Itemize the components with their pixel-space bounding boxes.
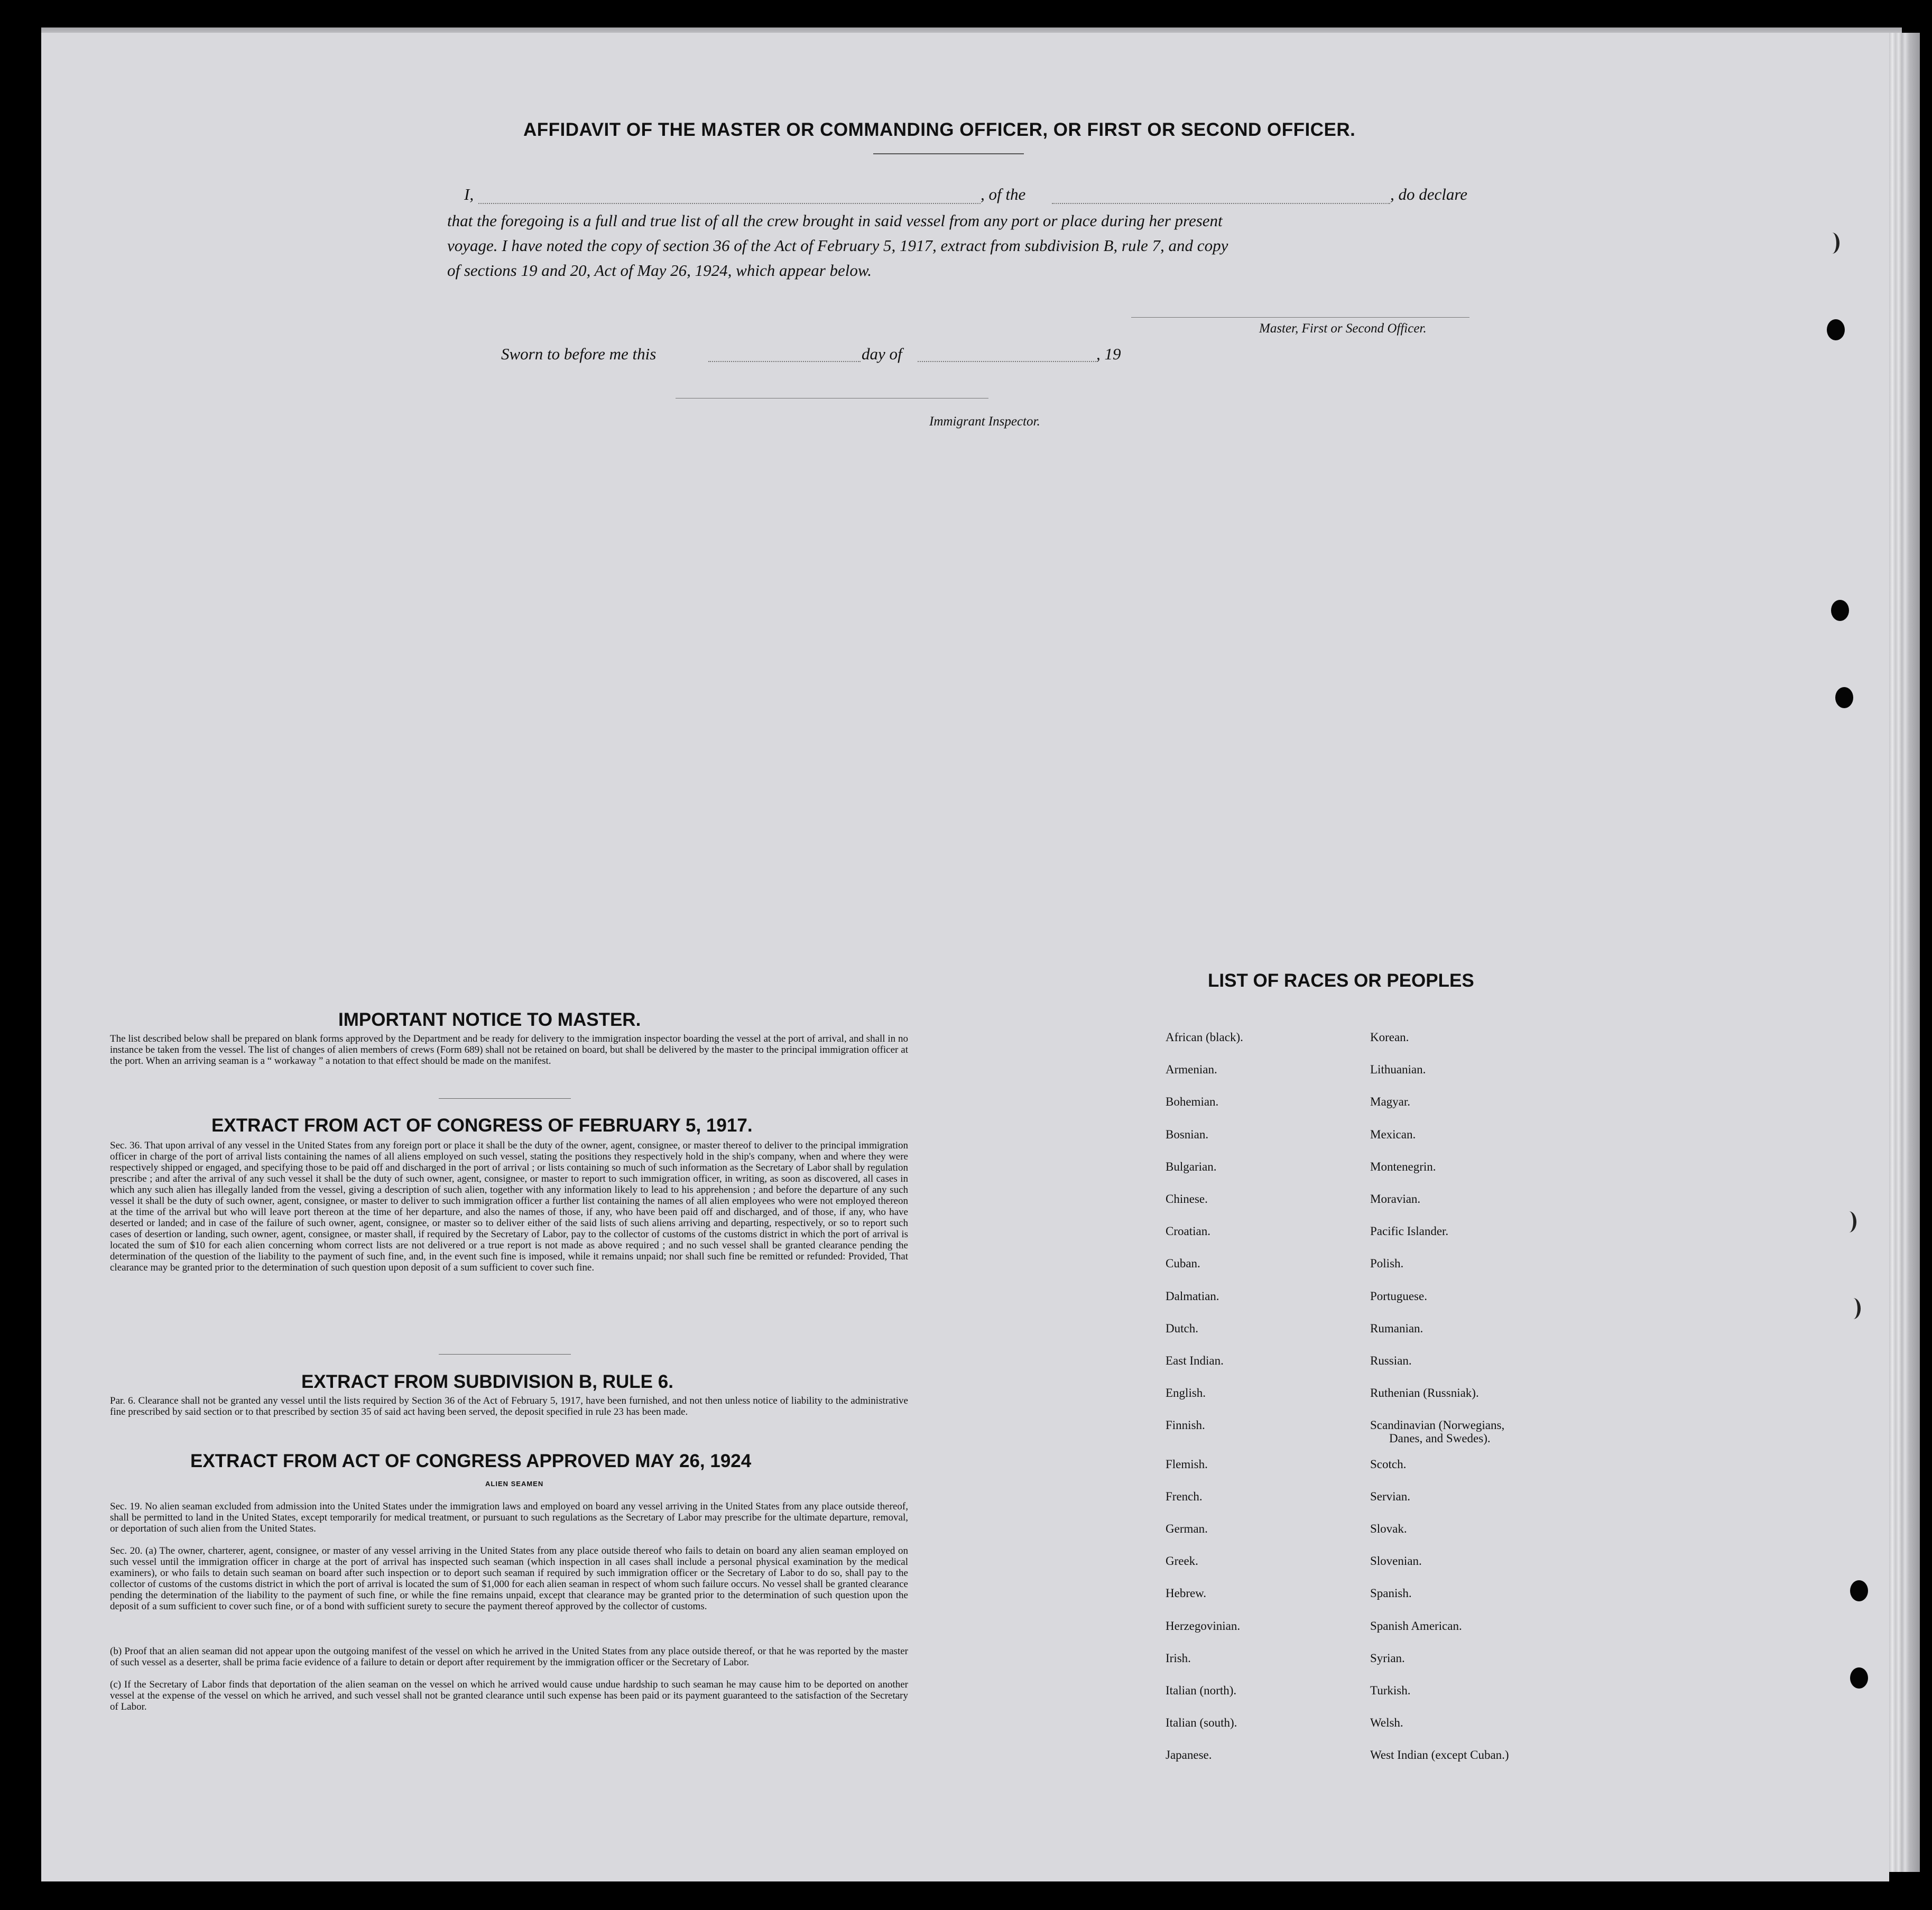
page-stack-edge (1889, 33, 1920, 1872)
right-race-item: Korean. (1370, 1031, 1409, 1044)
affidavit-line-2: voyage. I have noted the copy of section 36 of the Act of February 5, 1917, extract from subdivision B, rule 7, and copy (447, 236, 1228, 255)
right-race-item: Servian. (1370, 1489, 1411, 1503)
right-race-item: Magyar. (1370, 1095, 1411, 1109)
rule6-title: EXTRACT FROM SUBDIVISION B, RULE 6. (301, 1371, 673, 1392)
punch-hole (1835, 687, 1853, 708)
sec19-text: Sec. 19. No alien seaman excluded from admission into the United States under the immigration laws and employed on board any vessel arriving in the United States from any place outside thereof, shall be permitted to land in the United States, except temporarily for medical treatment, or pursuant to such regulations as the Secretary of Labor may prescribe for the ultimate departure, removal, or deportation of such alien from the United States. (110, 1501, 908, 1534)
left-race-item: Japanese. (1166, 1748, 1212, 1762)
punch-hole (1842, 1211, 1856, 1232)
affidavit-i-label: I, (464, 185, 474, 203)
left-race-item: Bohemian. (1166, 1095, 1219, 1109)
vessel-blank[interactable] (1052, 203, 1390, 204)
punch-hole (1825, 233, 1839, 254)
right-race-item: Scandinavian (Norwegians, Danes, and Swedes). (1370, 1418, 1505, 1445)
month-blank[interactable] (918, 361, 1096, 362)
right-race-item: West Indian (except Cuban.) (1370, 1748, 1509, 1762)
left-race-item: East Indian. (1166, 1354, 1224, 1367)
right-race-item: Moravian. (1370, 1192, 1421, 1206)
right-race-item: Montenegrin. (1370, 1160, 1436, 1173)
right-race-item: Welsh. (1370, 1716, 1403, 1730)
right-race-item: Russian. (1370, 1354, 1412, 1367)
right-race-item: Lithuanian. (1370, 1063, 1426, 1077)
left-race-item: Cuban. (1166, 1257, 1200, 1271)
left-race-item: Italian (south). (1166, 1716, 1237, 1730)
left-race-item: African (black). (1166, 1031, 1243, 1044)
divider (439, 1354, 571, 1355)
punch-hole (1846, 1298, 1861, 1319)
right-race-item: Pacific Islander. (1370, 1225, 1449, 1238)
right-race-item: Mexican. (1370, 1127, 1416, 1141)
notice-title: IMPORTANT NOTICE TO MASTER. (338, 1009, 641, 1030)
inspector-caption: Immigrant Inspector. (929, 414, 1040, 429)
sec20c-text: (c) If the Secretary of Labor finds that deportation of the alien seaman on the vessel on which he arrived would cause undue hardship to such seaman he may cause him to be deported on another vessel at the expense of the vessel on which he arrived, and such vessel shall not be granted clearance until such expense has been paid or its payment guaranteed to the satisfaction of the Secretary of Labor. (110, 1679, 908, 1712)
rule6-text: Par. 6. Clearance shall not be granted any vessel until the lists required by Section 36 of the Act of February 5, 1917, have been furnished, and not then unless notice of liability to the administrative fine prescribed by said section or to that prescribed by section 35 of said act having been served, the deposit specified in rule 23 has been made. (110, 1395, 908, 1417)
right-race-item: Portuguese. (1370, 1289, 1427, 1303)
affidavit-line-3: of sections 19 and 20, Act of May 26, 1924, which appear below. (447, 261, 872, 280)
master-signature-line (1131, 317, 1469, 318)
left-race-item: French. (1166, 1489, 1203, 1503)
right-race-item: Rumanian. (1370, 1321, 1423, 1335)
punch-hole (1850, 1580, 1868, 1601)
master-caption: Master, First or Second Officer. (1259, 321, 1427, 336)
extract-1917-title: EXTRACT FROM ACT OF CONGRESS OF FEBRUARY 5, 1917. (211, 1115, 753, 1136)
left-race-item: Flemish. (1166, 1457, 1208, 1471)
day-blank[interactable] (708, 361, 861, 362)
year-label: , 19 (1096, 345, 1121, 363)
left-race-item: Irish. (1166, 1651, 1191, 1665)
left-race-item: English. (1166, 1386, 1206, 1400)
punch-hole (1850, 1667, 1868, 1689)
affidavit-line-1: that the foregoing is a full and true list of all the crew brought in said vessel from any port or place during her present (447, 211, 1223, 230)
left-race-item: Croatian. (1166, 1225, 1210, 1238)
left-race-item: Bosnian. (1166, 1127, 1209, 1141)
day-of-label: day of (862, 345, 902, 363)
left-race-item: German. (1166, 1522, 1208, 1535)
left-race-item: Chinese. (1166, 1192, 1208, 1206)
right-race-item: Polish. (1370, 1257, 1404, 1271)
left-race-item: Bulgarian. (1166, 1160, 1217, 1173)
left-race-item: Finnish. (1166, 1418, 1205, 1432)
left-race-item: Dalmatian. (1166, 1289, 1219, 1303)
left-race-item: Italian (north). (1166, 1684, 1237, 1697)
right-race-item: Syrian. (1370, 1651, 1405, 1665)
punch-hole (1831, 600, 1849, 621)
right-race-item: Turkish. (1370, 1684, 1411, 1697)
right-race-item: Spanish. (1370, 1587, 1412, 1600)
affidavit-do-declare: , do declare (1390, 185, 1468, 203)
left-race-item: Armenian. (1166, 1063, 1217, 1077)
name-blank[interactable] (478, 203, 981, 204)
sec20a-text: Sec. 20. (a) The owner, charterer, agent, consignee, or master of any vessel arriving in the United States from any place outside thereof who fails to detain on board any alien seaman employed on such vessel until the immigration officer in charge at the port of arrival has inspected such seaman (which inspection in all cases shall include a personal physical examination by the medical examiners), or who fails to detain such seaman on board after such inspection or to deport such seaman if required by such immigration officer or the Secretary of Labor to do so, shall pay to the collector of customs of the customs district in which the port of arrival is located the sum of $1,000 for each alien seaman in respect of whom such failure occurs. No vessel shall be granted clearance pending the determination of the liability to the payment of such fine, or while the fine remains unpaid, except that clearance may be granted prior to the determination of such question upon the deposit of a sum sufficient to cover such fine, or of a bond with sufficient surety to secure the payment thereof approved by the collector of customs. (110, 1545, 908, 1612)
left-race-item: Herzegovinian. (1166, 1619, 1241, 1633)
right-race-item: Ruthenian (Russniak). (1370, 1386, 1479, 1400)
notice-text: The list described below shall be prepared on blank forms approved by the Department and be ready for delivery to the immigration inspector boarding the vessel at the port of arrival, and shall in no instance be taken from the vessel. The list of changes of alien members of crews (Form 689) shall not be retained on board, but shall be delivered by the master to the principal immigration officer at the port. When an arriving seaman is a “ workaway ” a notation to that effect should be made on the manifest. (110, 1033, 908, 1067)
sworn-label: Sworn to before me this (501, 345, 657, 363)
extract-1917-text: Sec. 36. That upon arrival of any vessel in the United States from any foreign port or place it shall be the duty of the owner, agent, consignee, or master thereof to deliver to the principal immigration officer in charge of the port of arrival lists containing the names of all aliens employed on such vessel, stating the positions they respectively hold in the ship's company, when and where they were respectively shipped or engaged, and specifying those to be paid off and discharged in the port of arrival ; or lists containing so much of such information as the Secretary of Labor shall by regulation prescribe ; and after the arrival of any such vessel it shall be the duty of such owner, agent, consignee, or master to report to such immigration officer, in writing, as soon as discovered, all cases in which any such alien has illegally landed from the vessel, giving a description of such alien, together with any information likely to lead to his apprehension ; and before the departure of any such vessel it shall be the duty of such owner, agent, consignee, or master to deliver to such immigration officer a further list containing the names of all alien employees who were not employed thereon at the time of the arrival but who will leave port thereon at the time of her departure, and also the names of those, if any, who have been paid off and discharged, and of those, if any, who have deserted or landed; and in case of the failure of such owner, agent, consignee, or master so to deliver either of the said lists of such aliens arriving and departing, respectively, or so to report such cases of desertion or landing, such owner, agent, consignee, or master shall, if required by the Secretary of Labor, pay to the collector of customs of the customs district in which the port of arrival is located the sum of $10 for each alien concerning whom correct lists are not delivered or a true report is not made as above required ; and no such vessel shall be granted clearance pending the determination of the question of the liability to the payment of such fine, and, in the event such fine is imposed, while it remains unpaid; nor shall such fine be remitted or refunded: Provided, That clearance may be granted prior to the determination of such question upon deposit of a sum sufficient to cover such fine. (110, 1140, 908, 1273)
left-race-item: Greek. (1166, 1554, 1198, 1568)
races-title: LIST OF RACES OR PEOPLES (1208, 970, 1474, 991)
right-race-item: Spanish American. (1370, 1619, 1462, 1633)
divider (439, 1098, 571, 1099)
alien-seamen-subtitle: ALIEN SEAMEN (485, 1480, 544, 1488)
right-race-item: Scotch. (1370, 1457, 1407, 1471)
affidavit-of-the: , of the (981, 185, 1026, 203)
left-race-item: Dutch. (1166, 1321, 1198, 1335)
right-race-item: Slovenian. (1370, 1554, 1422, 1568)
punch-hole (1827, 319, 1845, 340)
right-race-item: Slovak. (1370, 1522, 1407, 1535)
left-race-item: Hebrew. (1166, 1587, 1207, 1600)
title-underline (873, 153, 1024, 154)
affidavit-title: AFFIDAVIT OF THE MASTER OR COMMANDING OFFICER, OR FIRST OR SECOND OFFICER. (523, 119, 1356, 140)
extract-1924-title: EXTRACT FROM ACT OF CONGRESS APPROVED MAY 26, 1924 (190, 1451, 752, 1471)
sec20b-text: (b) Proof that an alien seaman did not appear upon the outgoing manifest of the vessel on which he arrived in the United States from any place outside thereof, or that he was reported by the master of such vessel as a deserter, shall be prima facie evidence of a failure to detain or deport after requirement by the immigration officer or the Secretary of Labor. (110, 1646, 908, 1668)
